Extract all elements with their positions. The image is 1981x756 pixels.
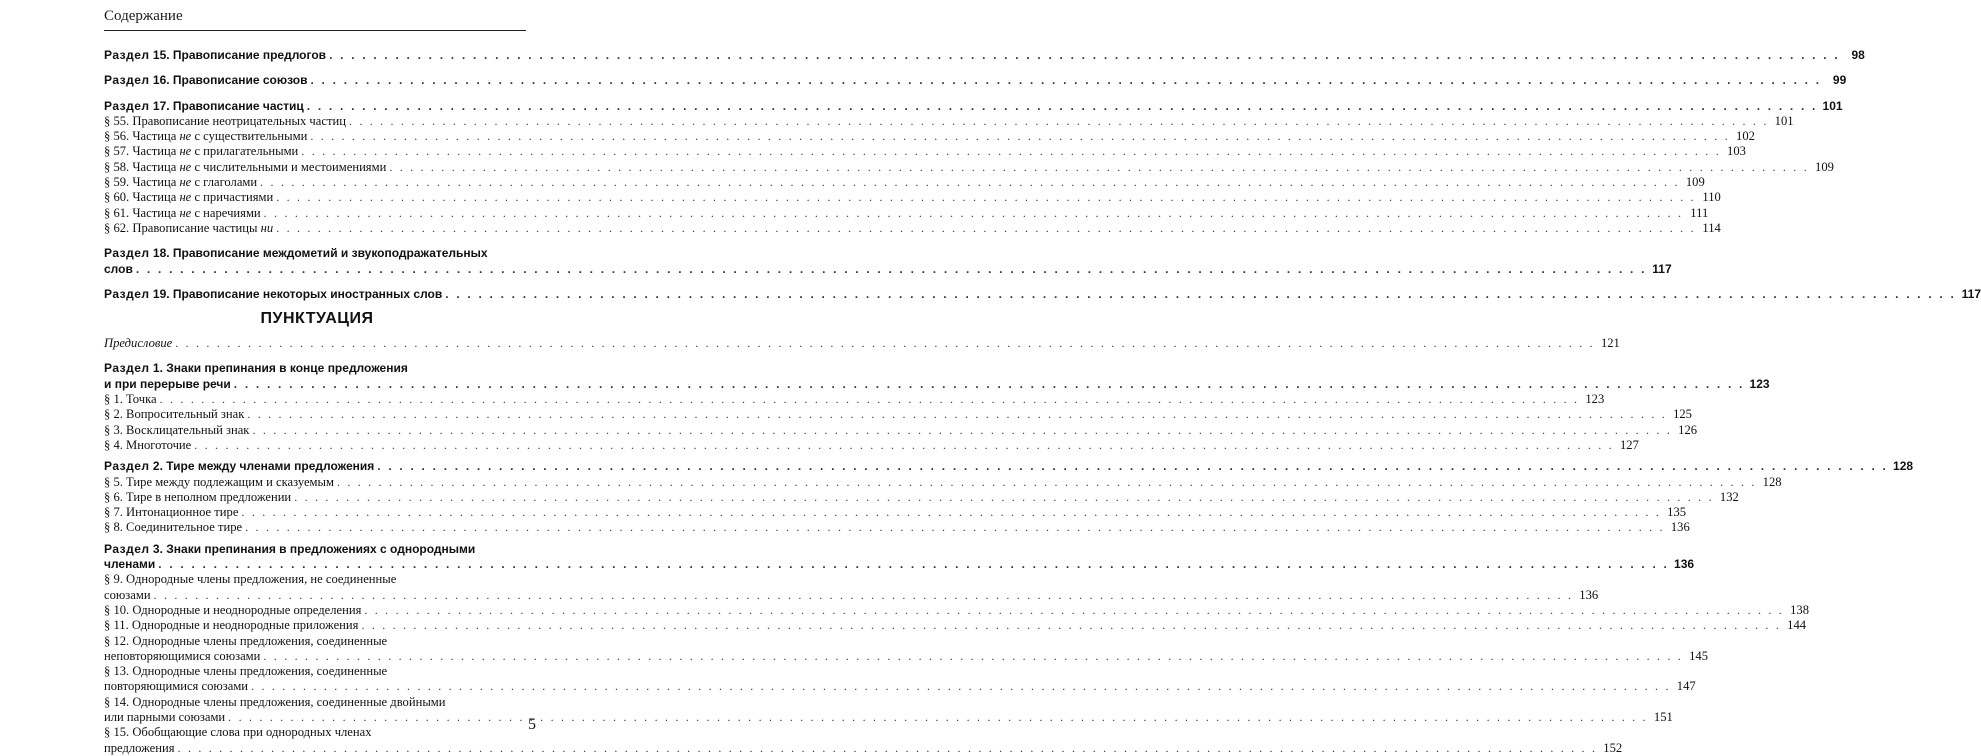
page-ref: 127 [1619, 437, 1639, 452]
paragraph-sign: § 5. [104, 474, 123, 489]
dot-leader [329, 48, 1840, 63]
toc-entry-section-18 [104, 246, 530, 261]
section-label: Раздел [104, 48, 150, 62]
page-ref: 101 [1774, 113, 1794, 128]
item-text: Тире между подлежащим и сказуемым [126, 474, 334, 489]
toc-entry-section-19 [104, 286, 1981, 302]
toc-entry-punct-section-1 [104, 361, 530, 376]
dot-leader [260, 175, 1680, 190]
item-text: Вопросительный знак [126, 407, 245, 422]
dot-leader [234, 377, 1745, 392]
section-title-cont: и при перерыве речи [104, 376, 231, 391]
item-text: Правописание неотрицательных частиц [132, 113, 346, 128]
page-ref: 152 [1603, 740, 1623, 755]
page-ref: 125 [1673, 407, 1692, 422]
toc-entry-punct-section-3-cont [104, 557, 1695, 572]
toc-item [104, 648, 1708, 664]
page-ref: 123 [1585, 392, 1605, 407]
section-title: Правописание частиц [172, 98, 304, 113]
section-title: Правописание союзов [172, 73, 308, 88]
item-text: Соединительное тире [126, 520, 243, 535]
toc-item [104, 220, 1721, 236]
paragraph-sign: § 61. [104, 205, 130, 220]
section-number: 2. [152, 459, 163, 474]
section-title: Правописание предлогов [172, 48, 327, 62]
paragraph-sign: § 3. [104, 422, 123, 437]
toc-entry-section-18-cont [104, 261, 1672, 277]
page-ref: 114 [1702, 220, 1721, 235]
toc-entry-punct-section-1-cont [104, 376, 1770, 392]
item-text: § 11. Однородные и неоднородные приложения [104, 618, 359, 633]
dot-leader [241, 505, 1661, 520]
dot-leader [361, 618, 1781, 633]
page-ref: 101 [1822, 98, 1843, 113]
page-ref: 103 [1727, 144, 1746, 159]
section-number: 18. [152, 246, 170, 261]
toc-item [104, 602, 1809, 618]
paragraph-sign: § 6. [104, 489, 123, 504]
dot-leader [228, 710, 1648, 725]
section-title: Правописание междометий и звукоподражательных [172, 246, 488, 261]
page-ref: 117 [1652, 261, 1672, 276]
dot-leader [252, 423, 1672, 438]
item-text: Восклицательный знак [126, 422, 250, 437]
toc-entry-punct-section-2 [104, 459, 1914, 474]
toc-item [104, 392, 1605, 407]
section-title-cont: слов [104, 261, 133, 276]
item-text: предложения [104, 740, 175, 755]
paragraph-sign: § 1. [104, 392, 123, 407]
dot-leader [364, 603, 1784, 618]
page-ref: 136 [1674, 557, 1695, 572]
item-text: Интонационное тире [126, 505, 239, 520]
page-ref: 136 [1579, 587, 1599, 602]
toc-item [104, 520, 1690, 535]
toc-item [104, 709, 1673, 725]
toc-item [104, 175, 1705, 190]
section-number: 15. [152, 48, 170, 62]
section-label: Раздел [104, 459, 150, 474]
dot-leader [178, 741, 1598, 756]
page-ref: 132 [1719, 489, 1739, 504]
dot-leader [276, 190, 1696, 205]
section-label: Раздел [104, 361, 150, 376]
toc-entry-section-15 [104, 48, 1865, 63]
toc-item-line1: § 15. Обобщающие слова при однородных членах [104, 725, 372, 740]
item-emphasis: не [179, 205, 192, 220]
paragraph-sign: § 57. [104, 144, 130, 159]
page-number: 5 [528, 716, 536, 733]
paragraph-sign: § 55. [104, 113, 130, 128]
item-text: Многоточие [126, 437, 192, 452]
dot-leader [263, 649, 1683, 664]
dot-leader [245, 520, 1665, 535]
item-text: Частица [132, 175, 177, 190]
toc-item [104, 159, 1834, 175]
section-label: Раздел [104, 98, 150, 113]
page-ref: 99 [1832, 73, 1847, 88]
dot-leader [160, 392, 1580, 407]
toc-item [104, 489, 1739, 505]
toc-entry-preface [104, 336, 1620, 351]
page-ref: 109 [1685, 175, 1705, 190]
toc-item [104, 505, 1687, 520]
page-ref: 110 [1702, 190, 1721, 205]
dot-leader [377, 459, 1888, 474]
paragraph-sign: § 4. [104, 437, 123, 452]
toc-item [104, 113, 1794, 129]
item-emphasis: не [179, 175, 192, 190]
toc-entry-punct-section-3 [104, 542, 530, 557]
item-text: Частица [132, 144, 177, 159]
page-ref: 126 [1678, 422, 1698, 437]
toc-item-line1: § 12. Однородные члены предложения, соединенные [104, 633, 388, 648]
dot-leader [310, 73, 1821, 88]
page-ref: 151 [1653, 709, 1673, 724]
section-label: Раздел [104, 246, 150, 261]
item-text: с наречиями [194, 205, 261, 220]
section-number: 1. [152, 361, 163, 376]
toc-item [104, 190, 1721, 205]
item-text: Тире в неполном предложении [126, 489, 292, 504]
item-emphasis: ни [260, 220, 274, 235]
page-ref: 117 [1961, 286, 1981, 301]
section-title: Знаки препинания в конце предложения [166, 361, 408, 376]
item-text: Правописание частицы [132, 220, 258, 235]
page-ref: 98 [1851, 48, 1865, 62]
item-text: с числительными и местоимениями [194, 159, 387, 174]
toc-item [104, 587, 1599, 603]
page-ref: 109 [1815, 159, 1834, 174]
paragraph-sign: § 7. [104, 505, 123, 520]
item-emphasis: не [179, 190, 192, 205]
dot-leader [158, 557, 1669, 572]
section-number: 19. [152, 286, 170, 301]
page-ref: 111 [1690, 205, 1709, 220]
item-text: Частица [132, 190, 177, 205]
dot-leader [264, 206, 1684, 221]
section-label: Раздел [104, 541, 150, 556]
page-ref: 121 [1600, 336, 1620, 351]
paragraph-sign: § 62. [104, 220, 130, 235]
dot-leader [247, 407, 1667, 422]
preface-title: Предисловие [104, 336, 173, 351]
dot-leader [154, 588, 1574, 603]
toc-entry-section-17 [104, 98, 1843, 114]
paragraph-sign: § 8. [104, 520, 123, 535]
section-label: Раздел [104, 286, 150, 301]
dot-leader [276, 221, 1696, 236]
item-text: Частица [132, 159, 177, 174]
section-title: Тире между членами предложения [166, 459, 375, 474]
paragraph-sign: § 2. [104, 407, 123, 422]
toc-item-line1: § 14. Однородные члены предложения, соединенные двойными [104, 694, 446, 709]
part-heading-punctuation: ПУНКТУАЦИЯ [260, 310, 374, 328]
dot-leader [194, 438, 1614, 453]
item-text: или парными союзами [104, 709, 226, 724]
item-text: Частица [132, 129, 177, 144]
toc-item [104, 740, 1623, 756]
toc-item [104, 437, 1639, 453]
page-ref: 138 [1790, 602, 1809, 617]
page-ref: 123 [1749, 376, 1770, 391]
item-text: с существительными [194, 129, 308, 144]
dot-leader [445, 287, 1956, 302]
paragraph-sign: § 58. [104, 159, 130, 174]
section-title: Правописание некоторых иностранных слов [172, 286, 443, 301]
page-ref: 102 [1736, 129, 1755, 144]
toc-item-line1: § 13. Однородные члены предложения, соединенные [104, 664, 388, 679]
page-ref: 135 [1667, 505, 1687, 520]
paragraph-sign: § 60. [104, 190, 130, 205]
section-number: 3. [152, 541, 163, 556]
dot-leader [251, 679, 1671, 694]
item-text: Точка [126, 392, 157, 407]
dot-leader [175, 336, 1595, 351]
item-text: повторяющимися союзами [104, 679, 249, 694]
dot-leader [389, 160, 1809, 175]
page-ref: 128 [1893, 459, 1914, 474]
item-text: Частица [132, 205, 177, 220]
dot-leader [294, 490, 1714, 505]
section-number: 17. [152, 98, 170, 113]
toc-item [104, 422, 1698, 438]
dot-leader [136, 262, 1647, 277]
item-text: союзами [104, 587, 151, 602]
dot-leader [349, 114, 1769, 129]
section-label: Раздел [104, 73, 150, 88]
page-ref: 136 [1670, 520, 1690, 535]
item-emphasis: не [179, 144, 192, 159]
toc-item [104, 129, 1755, 144]
section-title: Знаки препинания в предложениях с однородными [166, 541, 476, 556]
item-text: с причастиями [194, 190, 274, 205]
page-ref: 144 [1787, 618, 1807, 633]
dot-leader [310, 129, 1730, 144]
item-text: § 10. Однородные и неоднородные определения [104, 602, 362, 617]
page-ref: 145 [1689, 648, 1708, 663]
page-ref: 147 [1676, 679, 1696, 694]
dot-leader [307, 99, 1818, 114]
section-title-cont: членами [104, 557, 156, 572]
toc-item-line1: § 9. Однородные члены предложения, не соединенные [104, 572, 397, 587]
header-rule [104, 30, 526, 31]
dot-leader [301, 144, 1721, 159]
toc-item [104, 474, 1782, 490]
page-ref: 128 [1762, 474, 1782, 489]
running-header: Содержание [104, 8, 183, 24]
dot-leader [337, 475, 1757, 490]
paragraph-sign: § 59. [104, 175, 130, 190]
item-emphasis: не [179, 129, 192, 144]
table-of-contents [104, 48, 1981, 756]
item-emphasis: не [179, 159, 192, 174]
item-text: с прилагательными [194, 144, 299, 159]
toc-item [104, 205, 1709, 221]
toc-item [104, 618, 1807, 633]
toc-item [104, 679, 1696, 694]
toc-item [104, 144, 1746, 159]
item-text: с глаголами [194, 175, 258, 190]
section-number: 16. [152, 73, 170, 88]
toc-item [104, 407, 1692, 422]
toc-entry-section-16 [104, 73, 1847, 88]
item-text: неповторяющимися союзами [104, 648, 261, 663]
paragraph-sign: § 56. [104, 129, 130, 144]
